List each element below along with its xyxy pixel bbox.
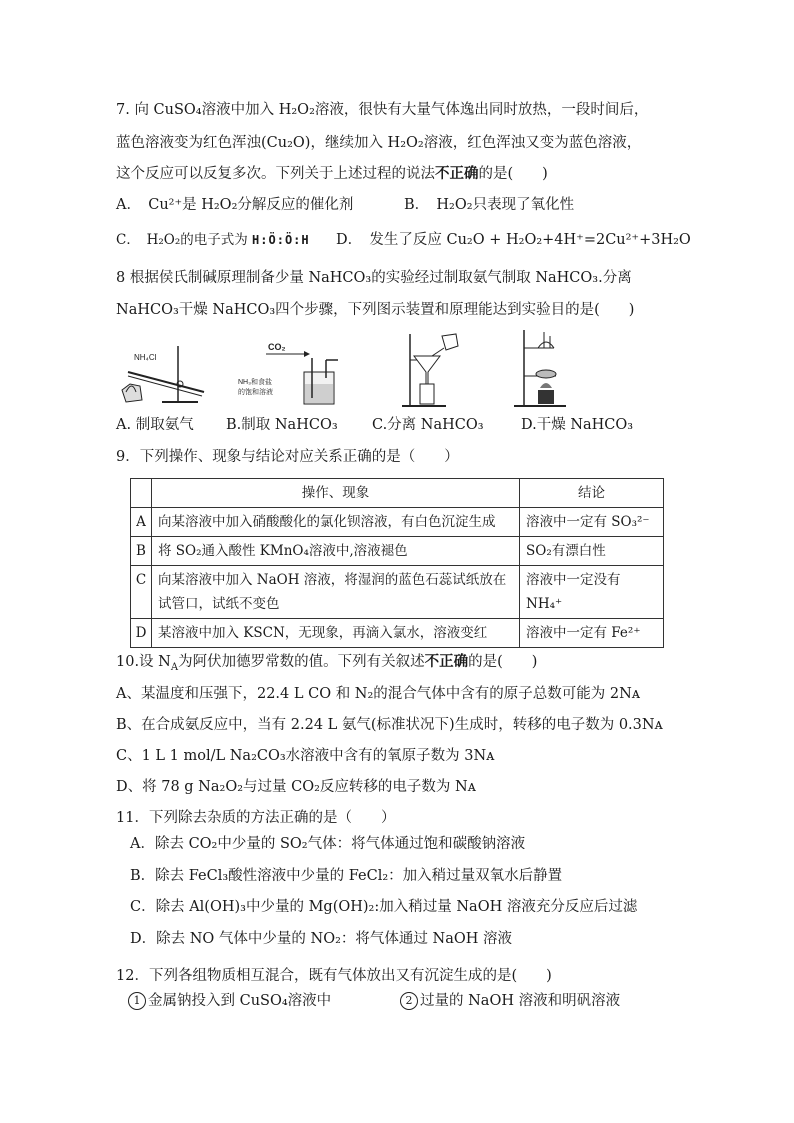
q10-stem-end: 的是( ) <box>468 654 538 670</box>
row-operation: 向某溶液中加入 NaOH 溶液，将湿润的蓝色石蕊试纸放在试管口，试纸不变色 <box>152 566 520 619</box>
q9-table <box>130 478 664 648</box>
q7-option-c <box>116 230 310 250</box>
q12-stem: 12．下列各组物质相互混合，既有气体放出又有沉淀生成的是( ) <box>116 968 552 984</box>
figure-b-gas-label: CO₂ <box>268 342 286 352</box>
header-cell-conclusion: 结论 <box>520 479 664 508</box>
q8-option-d: D.干燥 NaHCO₃ <box>521 417 634 433</box>
q7-line3-end: 的是( ) <box>478 166 548 182</box>
q10-emphasis: 不正确 <box>424 653 469 670</box>
q12-item-1 <box>128 991 331 1011</box>
q7-line3 <box>116 164 548 184</box>
q11-option-c: C．除去 Al(OH)₃中少量的 Mg(OH)₂:加入稍过量 NaOH 溶液充分反应后过滤 <box>130 899 638 915</box>
figure-b-solution-label-2: 的饱和溶液 <box>238 389 273 396</box>
q7-line3-text: 这个反应可以反复多次。下列关于上述过程的说法 <box>116 166 435 182</box>
figure-d-apparatus <box>510 326 580 410</box>
q9-stem: 9．下列操作、现象与结论对应关系正确的是（ ） <box>116 449 459 465</box>
q10-stem-mid: 为阿伏加德罗常数的值。下列有关叙述 <box>178 654 425 670</box>
row-key: B <box>131 537 152 566</box>
row-conclusion: 溶液中一定有 SO₃²⁻ <box>520 508 664 537</box>
q10-option-d: D、将 78 g Na₂O₂与过量 CO₂反应转移的电子数为 Nᴀ <box>116 779 476 795</box>
q10-option-b: B、在合成氨反应中，当有 2.24 L 氨气(标准状况下)生成时，转移的电子数为 0.3Nᴀ <box>116 717 663 733</box>
q10-option-a: A、某温度和压强下，22.4 L CO 和 N₂的混合气体中含有的原子总数可能为 2Nᴀ <box>116 686 641 702</box>
q12-item-2 <box>400 991 620 1011</box>
h2o2-lewis-structure: H:Ö:Ö:H <box>252 233 310 247</box>
figure-a-apparatus <box>118 340 210 408</box>
row-key: C <box>131 566 152 619</box>
q7-emphasis: 不正确 <box>435 165 479 182</box>
figure-b-apparatus <box>232 338 342 408</box>
row-operation: 向某溶液中加入硝酸酸化的氯化钡溶液，有白色沉淀生成 <box>152 508 520 537</box>
row-operation: 将 SO₂通入酸性 KMnO₄溶液中,溶液褪色 <box>152 537 520 566</box>
row-key: A <box>131 508 152 537</box>
q10-option-c: C、1 L 1 mol/L Na₂CO₃水溶液中含有的氧原子数为 3Nᴀ <box>116 748 495 764</box>
q8-line2: NaHCO₃干燥 NaHCO₃四个步骤，下列图示装置和原理能达到实验目的是( ) <box>116 302 635 318</box>
table-row <box>131 619 664 648</box>
row-operation: 某溶液中加入 KSCN，无现象，再滴入氯水，溶液变红 <box>152 619 520 648</box>
row-conclusion: 溶液中一定没有 NH₄⁺ <box>520 566 664 619</box>
q7-option-c-text: C． H₂O₂的电子式为 <box>116 232 248 248</box>
q10-stem-start: 10.设 N <box>116 654 171 670</box>
row-key: D <box>131 619 152 648</box>
circled-number-2: 2 <box>400 992 418 1010</box>
row-conclusion: SO₂有漂白性 <box>520 537 664 566</box>
q10-stem-sub: A <box>170 661 179 673</box>
figure-b-solution-label-1: NH₃和食盐 <box>238 379 272 386</box>
q11-option-b: B．除去 FeCl₃酸性溶液中少量的 FeCl₂：加入稍过量双氧水后静置 <box>130 868 563 884</box>
circled-number-1: 1 <box>128 992 146 1010</box>
q8-option-c: C.分离 NaHCO₃ <box>372 417 484 433</box>
q7-line2: 蓝色溶液变为红色浑浊(Cu₂O)，继续加入 H₂O₂溶液，红色浑浊又变为蓝色溶液， <box>116 135 642 151</box>
table-row <box>131 566 664 619</box>
q11-option-d: D．除去 NO 气体中少量的 NO₂：将气体通过 NaOH 溶液 <box>130 931 512 947</box>
table-row <box>131 537 664 566</box>
q7-option-a: A． Cu²⁺是 H₂O₂分解反应的催化剂 <box>116 197 354 213</box>
header-cell-key <box>131 479 152 508</box>
q8-option-b: B.制取 NaHCO₃ <box>226 417 338 433</box>
q8-line1: 8 根据侯氏制碱原理制备少量 NaHCO₃的实验经过制取氨气制取 NaHCO₃.分离 <box>116 270 632 286</box>
q8-option-a: A. 制取氨气 <box>116 417 194 433</box>
table-row <box>131 508 664 537</box>
q11-option-a: A．除去 CO₂中少量的 SO₂气体：将气体通过饱和碳酸钠溶液 <box>130 836 526 852</box>
q7-option-b: B． H₂O₂只表现了氧化性 <box>404 197 575 213</box>
table-header-row <box>131 479 664 508</box>
figure-a-label: NH₄Cl <box>134 353 157 362</box>
q12-item-1-text: 金属钠投入到 CuSO₄溶液中 <box>148 993 332 1009</box>
q7-line1: 7. 向 CuSO₄溶液中加入 H₂O₂溶液，很快有大量气体逸出同时放热，一段时间后， <box>116 102 649 118</box>
q7-option-d: D． 发生了反应 Cu₂O + H₂O₂+4H⁺=2Cu²⁺+3H₂O <box>336 232 691 248</box>
q11-stem: 11．下列除去杂质的方法正确的是（ ） <box>116 810 396 826</box>
q12-item-2-text: 过量的 NaOH 溶液和明矾溶液 <box>420 993 621 1009</box>
row-conclusion: 溶液中一定有 Fe²⁺ <box>520 619 664 648</box>
q10-stem <box>116 652 537 672</box>
header-cell-operation: 操作、现象 <box>152 479 520 508</box>
figure-c-apparatus <box>398 330 466 410</box>
